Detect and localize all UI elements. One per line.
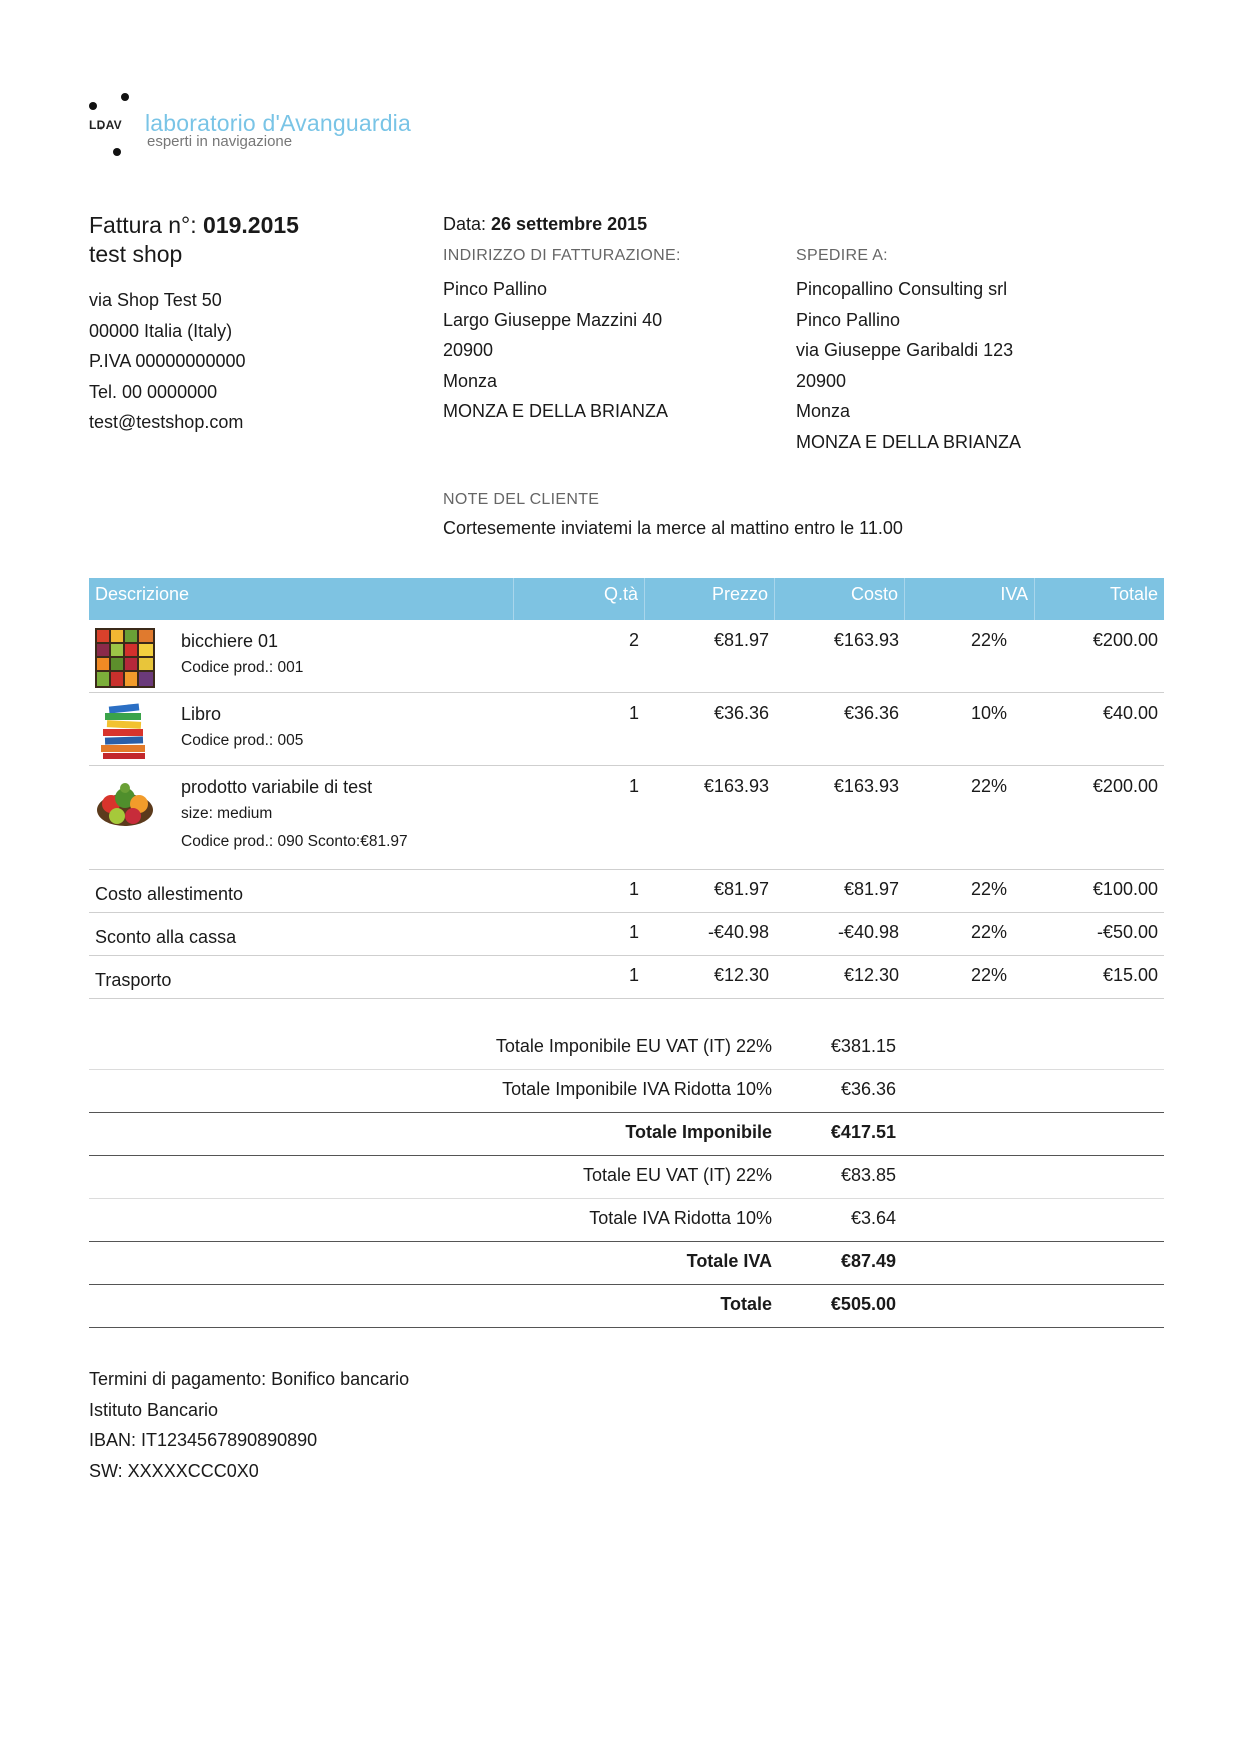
item-vat: 10% xyxy=(970,703,1007,723)
item-sku: Codice prod.: 005 xyxy=(181,732,304,749)
shipping-line: MONZA E DELLA BRIANZA xyxy=(796,431,1022,452)
totals-row xyxy=(89,1070,1164,1113)
item-price: €81.97 xyxy=(713,630,769,650)
totals-value: €381.15 xyxy=(830,1036,896,1056)
item-vat: 22% xyxy=(970,630,1007,650)
billing-line: MONZA E DELLA BRIANZA xyxy=(443,401,669,421)
logo-abbreviation: LDAV xyxy=(89,118,122,132)
table-row xyxy=(89,693,1164,766)
header-cost: Costo xyxy=(775,578,905,620)
customer-notes-text: Cortesemente inviatemi la merce al mattino entro le 11.00 xyxy=(443,518,903,538)
totals-value: €83.85 xyxy=(840,1165,896,1185)
item-sku: Codice prod.: 001 xyxy=(181,659,304,676)
fee-vat: 22% xyxy=(970,965,1007,985)
fee-qty: 1 xyxy=(628,922,639,942)
item-name: Libro xyxy=(181,704,222,724)
totals-row xyxy=(89,1199,1164,1242)
fee-total: €15.00 xyxy=(1102,965,1158,985)
totals-row xyxy=(89,1113,1164,1156)
swift-code: SW: XXXXXCCC0X0 xyxy=(89,1460,259,1481)
billing-address-label: INDIRIZZO DI FATTURAZIONE: xyxy=(443,247,681,264)
item-cost: €163.93 xyxy=(833,630,899,650)
iban: IBAN: IT1234567890890890 xyxy=(89,1430,318,1450)
totals-label: Totale IVA xyxy=(686,1251,772,1271)
item-cost: €163.93 xyxy=(833,776,899,796)
shop-address xyxy=(89,285,246,438)
totals-value: €417.51 xyxy=(830,1122,896,1142)
table-row xyxy=(89,620,1164,693)
invoice-date: Data: 26 settembre 2015 xyxy=(443,214,648,234)
fee-price: €12.30 xyxy=(713,965,769,985)
item-cost: €36.36 xyxy=(843,703,899,723)
header-price: Prezzo xyxy=(645,578,775,620)
header-quantity: Q.tà xyxy=(514,578,645,620)
customer-notes-label: NOTE DEL CLIENTE xyxy=(443,491,600,508)
totals-row xyxy=(89,1242,1164,1285)
payment-info xyxy=(89,1364,409,1486)
shipping-line: Monza xyxy=(796,401,851,421)
shop-line: via Shop Test 50 xyxy=(89,290,222,310)
totals-label: Totale Imponibile EU VAT (IT) 22% xyxy=(495,1036,772,1056)
table-row xyxy=(89,870,1164,913)
fee-vat: 22% xyxy=(970,879,1007,899)
fee-cost: €81.97 xyxy=(843,879,899,899)
shipping-line: Pinco Pallino xyxy=(796,309,901,330)
fee-qty: 1 xyxy=(628,879,639,899)
item-qty: 2 xyxy=(628,630,639,650)
shipping-address xyxy=(796,274,1021,457)
invoice-number: Fattura n°: 019.2015 xyxy=(89,212,299,238)
shipping-line: Pincopallino Consulting srl xyxy=(796,279,1008,299)
fee-cost: €12.30 xyxy=(843,965,899,985)
fee-qty: 1 xyxy=(628,965,639,985)
billing-line: Monza xyxy=(443,370,498,391)
totals-label: Totale IVA Ridotta 10% xyxy=(589,1208,772,1228)
totals-row xyxy=(89,1027,1164,1070)
item-total: €200.00 xyxy=(1092,776,1158,796)
payment-terms: Termini di pagamento: Bonifico bancario xyxy=(89,1369,410,1389)
grand-total-label: Totale xyxy=(720,1294,772,1314)
table-row xyxy=(89,766,1164,870)
totals-label: Totale EU VAT (IT) 22% xyxy=(582,1165,772,1185)
billing-line: 20900 xyxy=(443,340,494,360)
item-qty: 1 xyxy=(628,703,639,723)
logo-brand-name: laboratorio d'Avanguardia xyxy=(145,110,411,136)
shop-line: Tel. 00 0000000 xyxy=(89,381,218,402)
fee-cost: -€40.98 xyxy=(837,922,899,942)
shipping-line: via Giuseppe Garibaldi 123 xyxy=(796,340,1014,360)
item-total: €200.00 xyxy=(1092,630,1158,650)
fruit-icon xyxy=(95,628,155,688)
vegetables-icon xyxy=(95,774,155,834)
fee-vat: 22% xyxy=(970,922,1007,942)
shipping-address-label: SPEDIRE A: xyxy=(796,247,888,264)
grand-total-row xyxy=(89,1285,1164,1328)
billing-line: Largo Giuseppe Mazzini 40 xyxy=(443,309,663,330)
shipping-line: 20900 xyxy=(796,370,847,391)
totals-value: €3.64 xyxy=(850,1208,896,1228)
bank-name: Istituto Bancario xyxy=(89,1399,219,1420)
totals-label: Totale Imponibile IVA Ridotta 10% xyxy=(502,1079,772,1099)
totals-value: €87.49 xyxy=(840,1251,896,1271)
billing-line: Pinco Pallino xyxy=(443,279,548,299)
table-row xyxy=(89,913,1164,956)
fee-total: -€50.00 xyxy=(1096,922,1158,942)
fee-name: Costo allestimento xyxy=(95,884,244,904)
table-header xyxy=(89,578,1164,620)
grand-total-value: €505.00 xyxy=(830,1294,896,1314)
table-row xyxy=(89,956,1164,999)
items-table xyxy=(89,578,1164,999)
shop-line: P.IVA 00000000000 xyxy=(89,351,246,371)
totals-summary xyxy=(89,1027,1164,1328)
item-total: €40.00 xyxy=(1102,703,1158,723)
billing-address xyxy=(443,274,668,427)
item-name: bicchiere 01 xyxy=(181,631,279,651)
fee-name: Trasporto xyxy=(95,970,172,990)
fee-price: €81.97 xyxy=(713,879,769,899)
fee-total: €100.00 xyxy=(1092,879,1158,899)
shop-name: test shop xyxy=(89,241,183,267)
shop-email: test@testshop.com xyxy=(89,412,244,432)
header-description: Descrizione xyxy=(89,578,514,620)
shop-line: 00000 Italia (Italy) xyxy=(89,320,233,341)
item-name: prodotto variabile di test xyxy=(181,777,373,797)
item-vat: 22% xyxy=(970,776,1007,796)
header-vat: IVA xyxy=(905,578,1035,620)
header-total: Totale xyxy=(1109,584,1158,604)
fee-name: Sconto alla cassa xyxy=(95,927,237,947)
logo-tagline: esperti in navigazione xyxy=(147,133,293,150)
totals-value: €36.36 xyxy=(840,1079,896,1099)
books-icon xyxy=(95,701,155,761)
totals-row xyxy=(89,1156,1164,1199)
fee-price: -€40.98 xyxy=(707,922,769,942)
totals-label: Totale Imponibile xyxy=(625,1122,772,1142)
item-price: €163.93 xyxy=(703,776,769,796)
item-qty: 1 xyxy=(628,776,639,796)
item-variant: size: medium xyxy=(181,805,273,822)
item-sku: Codice prod.: 090 Sconto:€81.97 xyxy=(181,833,408,850)
item-price: €36.36 xyxy=(713,703,769,723)
